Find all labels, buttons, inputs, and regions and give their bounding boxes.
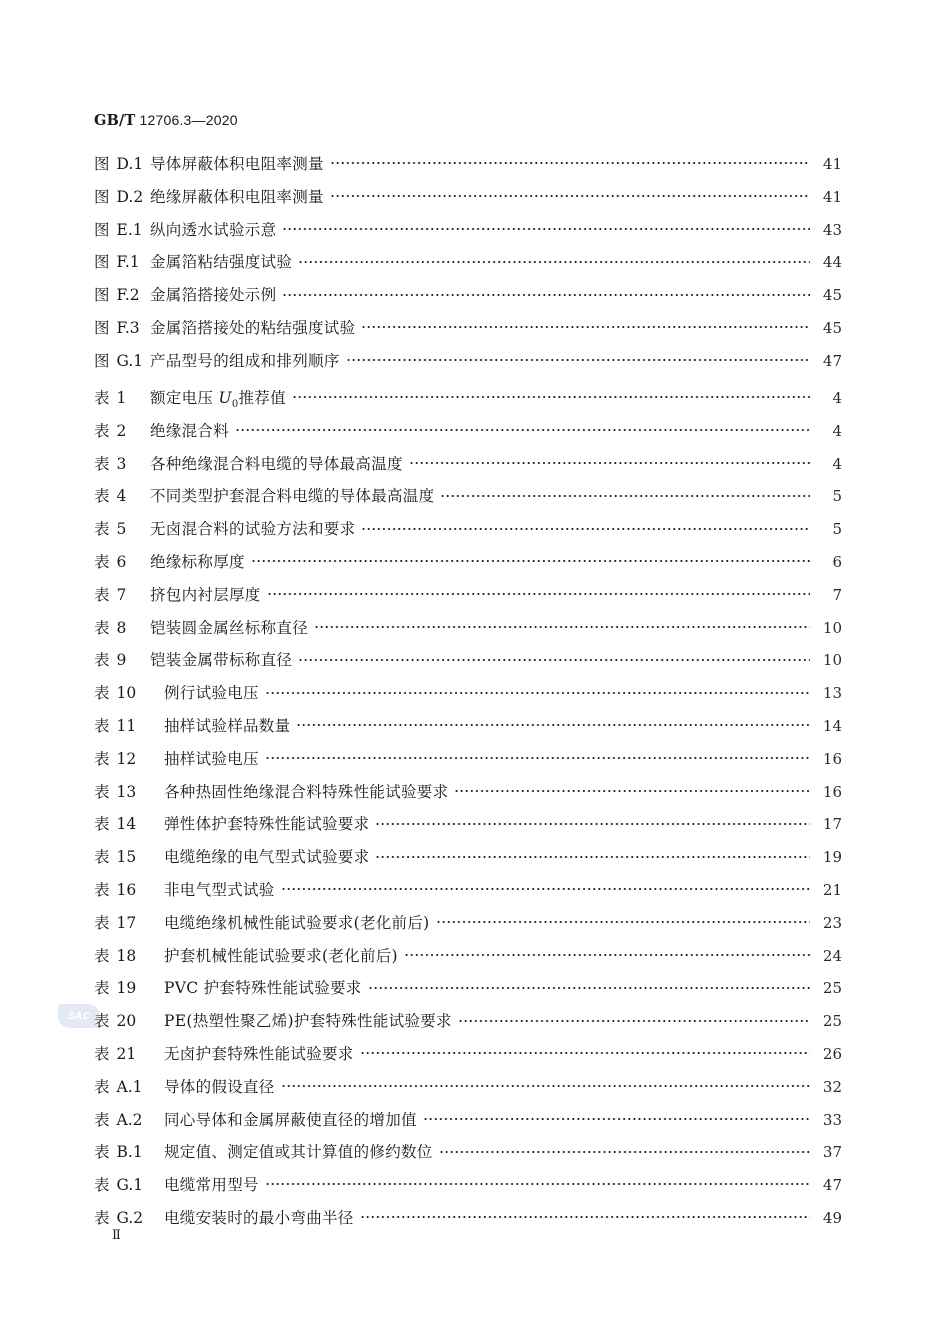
toc-dot-leader [298, 650, 810, 666]
toc-entry-page-number: 14 [822, 716, 842, 735]
toc-entry-title: 电缆常用型号 [164, 1176, 259, 1195]
toc-entry[interactable] [94, 1042, 842, 1075]
toc-entry-kind: 表 [94, 651, 110, 670]
toc-entry-label [94, 845, 164, 867]
toc-entry-page-number: 41 [822, 187, 842, 206]
toc-entry-id: G.1 [116, 351, 144, 370]
toc-entry-page-number: 45 [822, 318, 842, 337]
toc-entry-kind: 表 [94, 979, 110, 998]
toc-entry-label [94, 780, 164, 802]
toc-entry-title: 挤包内衬层厚度 [150, 585, 261, 604]
toc-entry-page-number: 10 [822, 618, 842, 637]
toc-entry[interactable] [94, 780, 842, 813]
running-header [94, 112, 238, 129]
toc-entry-page-number: 24 [822, 946, 842, 965]
toc-entry-title: 铠装金属带标称直径 [150, 651, 293, 670]
toc-entry-page-number: 16 [822, 782, 842, 801]
standard-number: 12706.3—2020 [139, 112, 238, 128]
toc-entry-title: 护套机械性能试验要求(老化前后) [164, 946, 398, 965]
toc-entry-page-number: 16 [822, 749, 842, 768]
toc-entry-kind: 表 [94, 1012, 110, 1031]
toc-entry-label [94, 976, 164, 998]
toc-entry-id: 16 [116, 880, 137, 899]
toc-entry-kind: 表 [94, 585, 110, 604]
toc-entry-page-number: 32 [822, 1077, 842, 1096]
toc-entry-kind: 表 [94, 1077, 110, 1096]
toc-entry-page-number: 33 [822, 1110, 842, 1129]
toc-entry[interactable] [94, 1009, 842, 1042]
toc-dot-leader [404, 945, 810, 961]
toc-entry-kind: 表 [94, 880, 110, 899]
toc-entry-title: 电缆安装时的最小弯曲半径 [164, 1208, 354, 1227]
toc-entry-kind: 图 [94, 155, 110, 173]
toc-entry-id: 7 [116, 585, 127, 604]
toc-entry-kind: 表 [94, 389, 110, 407]
toc-entry-title: 例行试验电压 [164, 684, 259, 703]
toc-dot-leader [292, 388, 810, 404]
toc-entry[interactable] [94, 517, 842, 550]
toc-dot-leader [251, 551, 810, 567]
toc-entry-page-number: 5 [832, 520, 842, 539]
toc-entry-label [94, 1206, 164, 1228]
toc-entry-title [150, 386, 286, 410]
toc-entry[interactable] [94, 616, 842, 649]
toc-entry-id: 13 [116, 782, 137, 801]
toc-entry-label [94, 1173, 164, 1195]
toc-dot-leader [281, 1076, 810, 1092]
toc-entry-title: 导体的假设直径 [164, 1077, 275, 1096]
toc-entry-id: D.2 [116, 187, 144, 206]
toc-entry-title: 弹性体护套特殊性能试验要求 [164, 815, 370, 834]
toc-entry-label [94, 812, 164, 834]
toc-entry-id: 15 [116, 848, 137, 867]
toc-entry[interactable] [94, 152, 842, 185]
toc-dot-leader [314, 617, 810, 633]
toc-entry-kind: 表 [94, 552, 110, 571]
toc-entry[interactable] [94, 648, 842, 681]
toc-entry-title: 金属箔搭接处的粘结强度试验 [150, 318, 356, 337]
toc-entry-kind: 表 [94, 716, 110, 735]
toc-entry-kind: 图 [94, 253, 110, 272]
toc-dot-leader [282, 219, 810, 235]
toc-entry-title: 金属箔搭接处示例 [150, 286, 277, 305]
toc-entry-title: 绝缘标称厚度 [150, 552, 245, 571]
toc-entry-page-number: 4 [832, 389, 842, 407]
toc-entry-id: 6 [116, 552, 127, 571]
toc-entry-kind: 表 [94, 848, 110, 867]
toc-entry-label [94, 283, 150, 305]
toc-entry[interactable] [94, 386, 842, 419]
toc-entry-kind: 表 [94, 782, 110, 801]
toc-dot-leader [265, 1175, 810, 1191]
toc-entry-page-number: 45 [822, 286, 842, 305]
toc-entry-label [94, 747, 164, 769]
toc-entry-label [94, 1042, 164, 1064]
toc-entry[interactable] [94, 1140, 842, 1173]
toc-entry-kind: 表 [94, 913, 110, 932]
toc-entry-page-number: 13 [822, 684, 842, 703]
toc-entry-id: 3 [116, 454, 127, 473]
toc-entry-page-number: 7 [832, 585, 842, 604]
toc-entry-id: 18 [116, 946, 137, 965]
toc-entry-id: 19 [116, 979, 137, 998]
toc-entry[interactable] [94, 349, 842, 382]
toc-entry[interactable] [94, 316, 842, 349]
toc-entry-title: 导体屏蔽体积电阻率测量 [150, 155, 324, 173]
sac-watermark-logo: SAC [58, 1004, 100, 1028]
toc-entry-id: E.1 [116, 220, 143, 239]
toc-dot-leader [346, 350, 810, 366]
toc-entry-label [94, 681, 164, 703]
toc-entry-title: 绝缘混合料 [150, 421, 230, 440]
toc-entry[interactable] [94, 484, 842, 517]
toc-entry-page-number: 25 [822, 1012, 842, 1031]
toc-entry-id: F.3 [116, 318, 140, 337]
toc-dot-leader [282, 285, 810, 301]
toc-title-suffix: 推荐值 [238, 389, 286, 407]
toc-entry-kind: 表 [94, 454, 110, 473]
table-list [94, 386, 842, 1239]
toc-entry-id: G.2 [116, 1208, 144, 1227]
toc-entry-id: 10 [116, 684, 137, 703]
toc-entry-label [94, 419, 150, 441]
toc-entry[interactable] [94, 419, 842, 452]
toc-entry[interactable] [94, 1206, 842, 1239]
toc-entry-id: A.2 [116, 1110, 143, 1129]
toc-entry-label [94, 250, 150, 272]
toc-entry[interactable] [94, 944, 842, 977]
toc-entry-label [94, 583, 150, 605]
toc-dot-leader [423, 1109, 810, 1125]
toc-entry[interactable] [94, 812, 842, 845]
toc-entry-page-number: 4 [832, 454, 842, 473]
toc-title-prefix: 额定电压 [150, 389, 219, 407]
toc-entry-label [94, 1108, 164, 1130]
toc-entry[interactable] [94, 218, 842, 251]
toc-entry-id: B.1 [116, 1143, 143, 1162]
toc-entry-id: 4 [116, 487, 127, 506]
toc-entry-kind: 表 [94, 749, 110, 768]
toc-entry[interactable] [94, 1173, 842, 1206]
toc-entry-id: 20 [116, 1012, 137, 1031]
toc-entry-title: 抽样试验样品数量 [164, 716, 291, 735]
toc-dot-leader [440, 486, 810, 502]
toc-dot-leader [296, 715, 810, 731]
toc-entry-label [94, 316, 150, 338]
toc-title-variable: U [218, 389, 232, 407]
toc-entry-kind: 表 [94, 1110, 110, 1129]
toc-entry-kind: 表 [94, 487, 110, 506]
toc-entry[interactable] [94, 583, 842, 616]
toc-entry-label [94, 944, 164, 966]
toc-entry-id: 11 [116, 716, 137, 735]
toc-dot-leader [330, 186, 810, 202]
toc-entry-label [94, 152, 150, 174]
toc-entry-page-number: 17 [822, 815, 842, 834]
toc-entry-label [94, 550, 150, 572]
toc-entry-title: 规定值、测定值或其计算值的修约数位 [164, 1143, 433, 1162]
toc-entry[interactable] [94, 714, 842, 747]
toc-entry-id: 2 [116, 421, 127, 440]
toc-entry-page-number: 43 [822, 220, 842, 239]
toc-dot-leader [360, 1043, 810, 1059]
toc-entry-id: D.1 [116, 155, 144, 173]
toc-entry[interactable] [94, 452, 842, 485]
toc-dot-leader [298, 252, 810, 268]
toc-entry-page-number: 49 [822, 1208, 842, 1227]
toc-entry-label [94, 185, 150, 207]
toc-entry-title: PE(热塑性聚乙烯)护套特殊性能试验要求 [164, 1012, 452, 1031]
toc-entry-id: G.1 [116, 1176, 144, 1195]
toc-entry-label [94, 878, 164, 900]
toc-entry[interactable] [94, 250, 842, 283]
toc-entry-kind: 表 [94, 618, 110, 637]
toc-entry-title: 抽样试验电压 [164, 749, 259, 768]
toc-entry[interactable] [94, 283, 842, 316]
toc-entry-id: 1 [116, 389, 127, 407]
toc-entry-kind: 图 [94, 187, 110, 206]
toc-entry-label [94, 218, 150, 240]
toc-entry-label [94, 648, 150, 670]
toc-entry-label [94, 1075, 164, 1097]
toc-dot-leader [265, 748, 810, 764]
toc-dot-leader [458, 1011, 810, 1027]
toc-entry-title: 同心导体和金属屏蔽使直径的增加值 [164, 1110, 417, 1129]
toc-entry-page-number: 26 [822, 1044, 842, 1063]
toc-entry-label [94, 386, 150, 408]
toc-entry-id: F.1 [116, 253, 140, 272]
toc-entry-id: A.1 [116, 1077, 143, 1096]
toc-entry-label [94, 616, 150, 638]
toc-entry-label [94, 1009, 164, 1031]
toc-entry-title: 铠装圆金属丝标称直径 [150, 618, 309, 637]
toc-entry-kind: 图 [94, 286, 110, 305]
toc-entry-label [94, 484, 150, 506]
toc-entry[interactable] [94, 1075, 842, 1108]
toc-dot-leader [267, 584, 810, 600]
toc-entry-title: 各种热固性绝缘混合料特殊性能试验要求 [164, 782, 449, 801]
toc-entry-id: 8 [116, 618, 127, 637]
toc-entry-title: 不同类型护套混合料电缆的导体最高温度 [150, 487, 435, 506]
toc-entry[interactable] [94, 845, 842, 878]
toc-entry-label [94, 1140, 164, 1162]
toc-entry-page-number: 47 [822, 351, 842, 370]
toc-entry-kind: 表 [94, 1208, 110, 1227]
toc-entry-label [94, 714, 164, 736]
toc-dot-leader [361, 317, 810, 333]
toc-entry-page-number: 21 [822, 880, 842, 899]
toc-entry-title: 产品型号的组成和排列顺序 [150, 351, 340, 370]
toc-entry-title: 纵向透水试验示意 [150, 220, 277, 239]
toc-entry[interactable] [94, 1108, 842, 1141]
toc-entry-label [94, 911, 164, 933]
toc-entry-label [94, 349, 150, 371]
toc-entry-id: 12 [116, 749, 137, 768]
toc-dot-leader [409, 453, 810, 469]
toc-entry-kind: 图 [94, 318, 110, 337]
toc-entry-kind: 表 [94, 421, 110, 440]
toc-entry-kind: 表 [94, 946, 110, 965]
toc-entry-page-number: 10 [822, 651, 842, 670]
toc-entry-kind: 表 [94, 684, 110, 703]
toc-dot-leader [265, 683, 810, 699]
toc-entry-page-number: 37 [822, 1143, 842, 1162]
toc-entry-page-number: 6 [832, 552, 842, 571]
toc-entry[interactable] [94, 747, 842, 780]
toc-entry-page-number: 19 [822, 848, 842, 867]
toc-entry-title: 无卤护套特殊性能试验要求 [164, 1044, 354, 1063]
toc-entry-title: PVC 护套特殊性能试验要求 [164, 979, 362, 998]
toc-entry-kind: 表 [94, 520, 110, 539]
toc-entry-kind: 表 [94, 1044, 110, 1063]
toc-entry-kind: 图 [94, 351, 110, 370]
toc-entry-title: 绝缘屏蔽体积电阻率测量 [150, 187, 324, 206]
toc-entry-id: 21 [116, 1044, 137, 1063]
toc-entry-label [94, 452, 150, 474]
toc-entry-page-number: 4 [832, 421, 842, 440]
toc-entry-title: 非电气型式试验 [164, 880, 275, 899]
toc-entry-id: 9 [116, 651, 127, 670]
toc-entry-kind: 图 [94, 220, 110, 239]
toc-entry[interactable] [94, 911, 842, 944]
toc-entry[interactable] [94, 681, 842, 714]
toc-entry[interactable] [94, 185, 842, 218]
toc-dot-leader [368, 978, 810, 994]
toc-dot-leader [375, 847, 810, 863]
toc-entry-id: F.2 [116, 286, 140, 305]
toc-entry-kind: 表 [94, 1176, 110, 1195]
toc-entry-title: 金属箔粘结强度试验 [150, 253, 293, 272]
toc-entry-title: 电缆绝缘的电气型式试验要求 [164, 848, 370, 867]
toc-entry-title: 无卤混合料的试验方法和要求 [150, 520, 356, 539]
toc-entry-title: 各种绝缘混合料电缆的导体最高温度 [150, 454, 403, 473]
toc-dot-leader [454, 781, 810, 797]
standard-code: GB/T [94, 112, 136, 129]
toc-entry-page-number: 25 [822, 979, 842, 998]
toc-entry-page-number: 5 [832, 487, 842, 506]
toc-dot-leader [360, 1207, 810, 1223]
toc-dot-leader [330, 154, 810, 170]
toc-entry-title: 电缆绝缘机械性能试验要求(老化前后) [164, 913, 430, 932]
toc-entry-kind: 表 [94, 1143, 110, 1162]
toc-entry-page-number: 44 [822, 253, 842, 272]
toc-entry-kind: 表 [94, 815, 110, 834]
toc-entry-page-number: 41 [822, 155, 842, 173]
toc-entry-id: 17 [116, 913, 137, 932]
toc-entry-page-number: 23 [822, 913, 842, 932]
toc-dot-leader [281, 879, 810, 895]
toc-entry[interactable] [94, 550, 842, 583]
toc-entry-id: 14 [116, 815, 137, 834]
toc-dot-leader [375, 814, 810, 830]
toc-title-subscript: 0 [231, 399, 239, 411]
toc-dot-leader [439, 1142, 810, 1158]
figure-list [94, 152, 842, 382]
page-folio: Ⅱ [112, 1228, 121, 1243]
toc-dot-leader [235, 420, 810, 436]
toc-entry[interactable] [94, 878, 842, 911]
toc-dot-leader [436, 912, 811, 928]
toc-entry-label [94, 517, 150, 539]
toc-entry[interactable] [94, 976, 842, 1009]
toc-dot-leader [361, 519, 810, 535]
toc-entry-id: 5 [116, 520, 127, 539]
toc-entry-page-number: 47 [822, 1176, 842, 1195]
